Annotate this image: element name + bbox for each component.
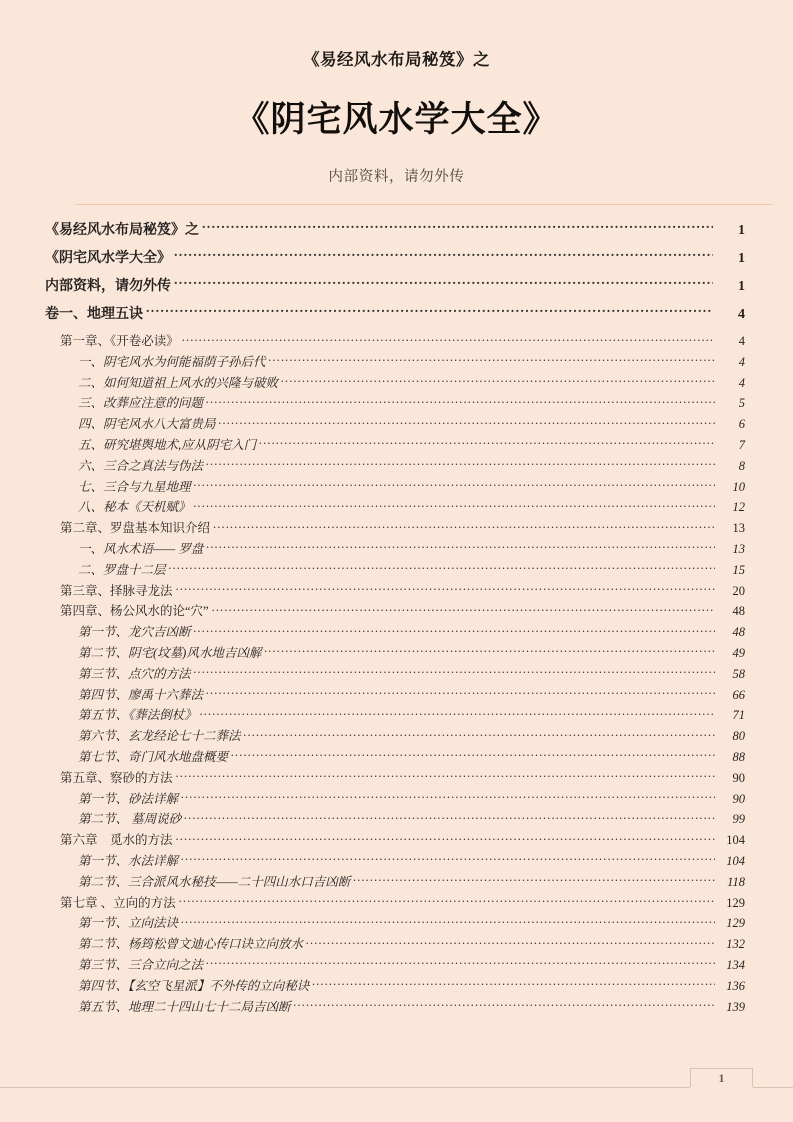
toc-entry-page: 1 — [738, 251, 745, 266]
toc-leader-dots — [206, 956, 715, 969]
toc-entry-page: 104 — [726, 833, 745, 848]
toc-entry-page: 58 — [732, 666, 745, 681]
toc-entry-label: 第四节、【玄空飞星派】不外传的立向秘诀 — [78, 978, 310, 993]
header-divider — [75, 204, 773, 205]
toc-entry[interactable] — [0, 622, 793, 643]
toc-entry-page: 71 — [732, 708, 745, 723]
toc-entry-label: 一、阴宅风水为何能福荫子孙后代 — [78, 354, 266, 369]
toc-entry[interactable] — [0, 643, 793, 664]
toc-entry[interactable] — [0, 893, 793, 914]
toc-leader-dots — [194, 499, 715, 512]
page-title: 《阴宅风水学大全》 — [234, 100, 559, 140]
toc-entry-page: 1 — [738, 223, 745, 238]
toc-leader-dots — [202, 220, 713, 234]
document-kicker: 《易经风水布局秘笈》之 — [303, 50, 490, 69]
toc-entry-label: 《易经风水布局秘笈》之 — [45, 223, 199, 238]
toc-leader-dots — [213, 520, 715, 533]
toc-entry-label: 二、如何知道祖上风水的兴隆与破败 — [78, 375, 279, 390]
toc-entry-label: 第二章、罗盘基本知识介绍 — [60, 521, 211, 536]
toc-entry[interactable] — [0, 219, 793, 247]
toc-entry[interactable] — [0, 747, 793, 768]
toc-entry[interactable] — [0, 955, 793, 976]
toc-leader-dots — [184, 811, 715, 824]
toc-entry-page: 129 — [726, 916, 745, 931]
toc-entry[interactable] — [0, 414, 793, 435]
toc-entry[interactable] — [0, 976, 793, 997]
toc-entry-label: 第七节、奇门风水地盘概要 — [78, 749, 229, 764]
toc-entry[interactable] — [0, 768, 793, 789]
toc-entry[interactable] — [0, 705, 793, 726]
toc-entry-page: 49 — [732, 645, 745, 660]
toc-entry-label: 第四节、廖禹十六葬法 — [78, 687, 204, 702]
toc-entry-page: 136 — [726, 978, 745, 993]
toc-entry-label: 内部资料，请勿外传 — [45, 279, 171, 294]
toc-entry-label: 七、三合与九星地理 — [78, 479, 191, 494]
toc-entry[interactable] — [0, 997, 793, 1018]
toc-entry-label: 第四章、杨公风水的论“穴” — [60, 604, 209, 619]
toc-entry-label: 第二节、三合派风水秘技——二十四山水口吉凶断 — [78, 874, 351, 889]
toc-leader-dots — [176, 832, 715, 845]
toc-leader-dots — [194, 478, 715, 491]
toc-entry-page: 90 — [732, 770, 745, 785]
toc-entry-page: 10 — [732, 479, 745, 494]
toc-leader-dots — [181, 915, 715, 928]
toc-entry-label: 二、罗盘十二层 — [78, 562, 166, 577]
toc-entry-page: 48 — [732, 604, 745, 619]
toc-entry-page: 139 — [726, 999, 745, 1014]
toc-entry-page: 99 — [732, 812, 745, 827]
toc-leader-dots — [181, 852, 715, 865]
page-number: 1 — [718, 1071, 725, 1085]
table-of-contents — [0, 219, 793, 1017]
toc-entry-page: 129 — [726, 895, 745, 910]
toc-entry-page: 48 — [732, 625, 745, 640]
toc-leader-dots — [206, 395, 715, 408]
toc-entry-page: 132 — [726, 937, 745, 952]
toc-entry-label: 第三章、择脉寻龙法 — [60, 583, 173, 598]
toc-leader-dots — [206, 457, 715, 470]
toc-entry-page: 4 — [738, 354, 745, 369]
toc-entry-label: 三、改葬应注意的问题 — [78, 396, 204, 411]
toc-entry-page: 66 — [732, 687, 745, 702]
footer-divider-right — [753, 1087, 793, 1088]
toc-entry-page: 13 — [732, 541, 745, 556]
toc-entry-label: 八、秘本《天机赋》 — [78, 500, 191, 515]
toc-entry-label: 第一章、《开卷必读》 — [60, 334, 179, 348]
toc-entry-page: 88 — [732, 749, 745, 764]
toc-entry-label: 第七章 、立向的方法 — [60, 895, 176, 910]
toc-leader-dots — [182, 333, 715, 346]
toc-entry-label: 第五节、地理二十四山七十二局吉凶断 — [78, 999, 291, 1014]
toc-entry[interactable] — [0, 789, 793, 810]
toc-leader-dots — [206, 686, 715, 699]
toc-leader-dots — [194, 665, 715, 678]
toc-entry-label: 四、阴宅风水八大富贵局 — [78, 417, 216, 432]
toc-leader-dots — [231, 748, 715, 761]
toc-leader-dots — [259, 436, 715, 449]
toc-entry-page: 20 — [732, 583, 745, 598]
toc-entry-page: 15 — [732, 562, 745, 577]
toc-entry-page: 4 — [738, 375, 745, 390]
toc-entry-label: 第一节、龙穴吉凶断 — [78, 625, 191, 640]
toc-entry-label: 第三节、点穴的方法 — [78, 666, 191, 681]
toc-entry[interactable] — [0, 352, 793, 373]
toc-entry-label: 第五章、察砂的方法 — [60, 770, 173, 785]
toc-entry-label: 第二节、杨筠松曾文迪心传口诀立向放水 — [78, 937, 304, 952]
toc-leader-dots — [176, 769, 715, 782]
toc-entry[interactable] — [0, 934, 793, 955]
toc-entry[interactable] — [0, 830, 793, 851]
toc-entry-label: 卷一、地理五诀 — [45, 307, 143, 322]
toc-entry-label: 第一节、水法详解 — [78, 853, 179, 868]
toc-leader-dots — [174, 276, 713, 290]
toc-leader-dots — [244, 728, 715, 741]
toc-entry-label: 《阴宅风水学大全》 — [45, 251, 171, 266]
toc-entry[interactable] — [0, 851, 793, 872]
toc-entry[interactable] — [0, 581, 793, 602]
toc-entry-label: 第一节、立向法诀 — [78, 916, 179, 931]
toc-leader-dots — [219, 416, 715, 429]
toc-entry-label: 第一节、砂法详解 — [78, 791, 179, 806]
toc-entry-label: 第六节、玄龙经论七十二葬法 — [78, 729, 241, 744]
toc-entry[interactable] — [0, 331, 793, 352]
toc-leader-dots — [200, 707, 715, 720]
toc-leader-dots — [146, 304, 713, 318]
toc-entry-page: 12 — [732, 500, 745, 515]
toc-entry[interactable] — [0, 497, 793, 518]
toc-entry[interactable] — [0, 247, 793, 275]
toc-leader-dots — [312, 977, 715, 990]
toc-leader-dots — [294, 998, 715, 1011]
toc-entry-page: 7 — [738, 437, 745, 452]
toc-entry[interactable] — [0, 518, 793, 539]
toc-entry[interactable] — [0, 809, 793, 830]
toc-leader-dots — [194, 624, 715, 637]
toc-entry-label: 第二节、 墓周说砂 — [78, 812, 182, 827]
toc-entry-page: 118 — [727, 874, 745, 889]
toc-entry[interactable] — [0, 275, 793, 303]
toc-entry-page: 13 — [732, 521, 745, 536]
toc-entry[interactable] — [0, 685, 793, 706]
toc-entry[interactable] — [0, 913, 793, 934]
toc-leader-dots — [269, 353, 715, 366]
toc-entry[interactable] — [0, 601, 793, 622]
toc-leader-dots — [179, 894, 715, 907]
toc-entry[interactable] — [0, 373, 793, 394]
toc-entry[interactable] — [0, 477, 793, 498]
toc-entry-label: 第三节、三合立向之法 — [78, 957, 204, 972]
toc-leader-dots — [174, 248, 713, 262]
toc-entry-page: 4 — [738, 334, 745, 348]
toc-entry-label: 一、风水术语—— 罗盘 — [78, 541, 204, 556]
toc-leader-dots — [169, 561, 715, 574]
toc-leader-dots — [264, 644, 715, 657]
toc-entry-label: 第二节、阴宅(坟墓)风水地吉凶解 — [78, 645, 262, 660]
toc-entry[interactable] — [0, 456, 793, 477]
footer-divider-left — [0, 1087, 690, 1088]
toc-entry[interactable] — [0, 664, 793, 685]
toc-entry[interactable] — [0, 560, 793, 581]
page-footer — [0, 1068, 793, 1108]
toc-leader-dots — [176, 582, 715, 595]
toc-entry[interactable] — [0, 303, 793, 331]
toc-entry-label: 第五节、《葬法倒杖》 — [78, 708, 197, 723]
toc-leader-dots — [306, 936, 715, 949]
toc-leader-dots — [206, 540, 715, 553]
toc-entry-page: 4 — [738, 307, 745, 322]
toc-entry-page: 1 — [738, 279, 745, 294]
toc-leader-dots — [353, 873, 715, 886]
toc-entry-page: 90 — [732, 791, 745, 806]
toc-entry[interactable] — [0, 435, 793, 456]
toc-entry-page: 134 — [726, 957, 745, 972]
toc-entry[interactable] — [0, 872, 793, 893]
toc-entry-label: 第六章 觅水的方法 — [60, 833, 173, 848]
toc-entry-label: 六、三合之真法与伪法 — [78, 458, 204, 473]
toc-entry-page: 104 — [726, 853, 745, 868]
toc-leader-dots — [281, 374, 715, 387]
toc-entry[interactable] — [0, 726, 793, 747]
toc-leader-dots — [212, 603, 715, 616]
toc-entry-page: 80 — [732, 729, 745, 744]
toc-entry[interactable] — [0, 393, 793, 414]
toc-entry[interactable] — [0, 539, 793, 560]
title-block — [0, 0, 793, 186]
toc-entry-page: 8 — [738, 458, 745, 473]
document-subtitle: 内部资料，请勿外传 — [328, 168, 465, 185]
toc-entry-label: 五、研究堪舆地术,应从阴宅入门 — [78, 437, 257, 452]
toc-entry-page: 5 — [738, 396, 745, 411]
toc-leader-dots — [181, 790, 715, 803]
toc-entry-page: 6 — [738, 417, 745, 432]
